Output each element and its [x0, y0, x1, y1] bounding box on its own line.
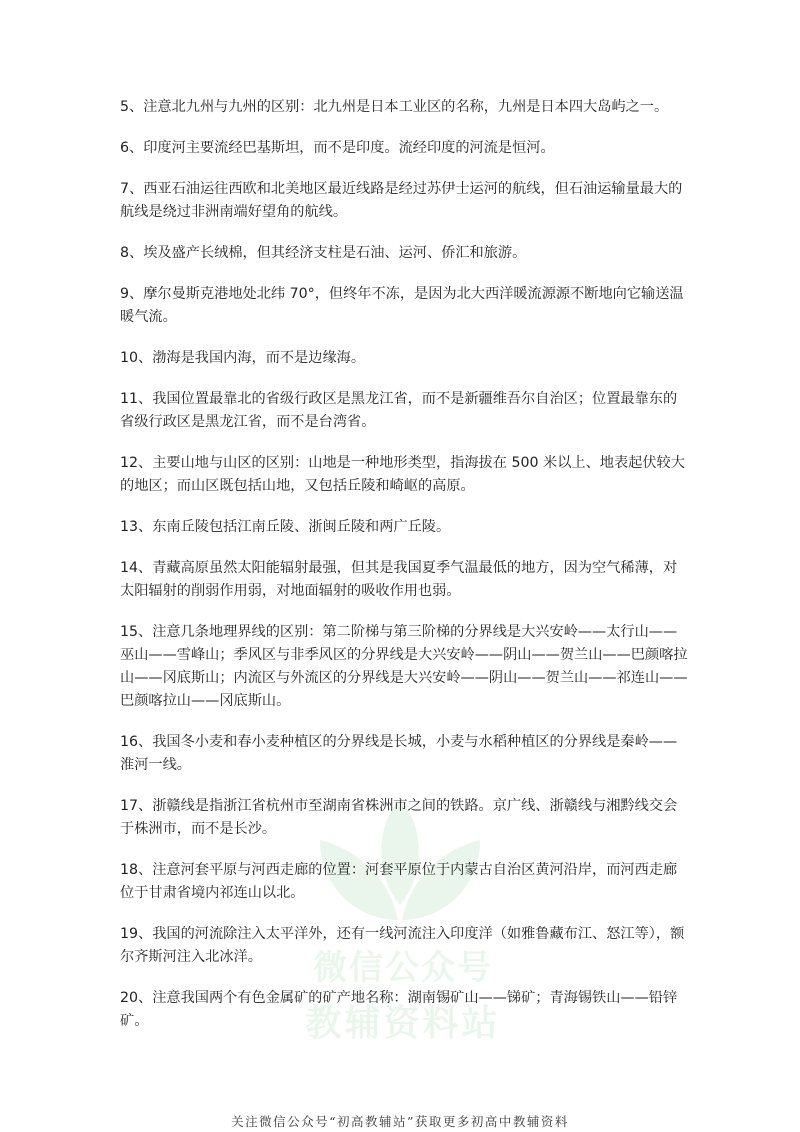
page-footer: 关注微信公众号“初高教辅站”获取更多初高中教辅资料 — [231, 1114, 569, 1129]
watermark-line-1: 微信公众号 — [313, 948, 493, 988]
item-list — [120, 96, 690, 1051]
watermark-line-2: 教辅资料站 — [305, 1003, 501, 1044]
list-item-7: 7、西亚石油运往西欧和北美地区最近线路是经过苏伊士运河的航线，但石油运输量最大的航线是绕过非洲南端好望角的航线。 — [120, 181, 683, 220]
list-item-6: 6、印度河主要流经巴基斯坦，而不是印度。流经印度的河流是恒河。 — [120, 140, 555, 156]
list-item-9: 9、摩尔曼斯克港地处北纬 70°，但终年不冻，是因为北大西洋暖流源源不断地向它输送温暖气流。 — [120, 286, 684, 325]
list-item-20: 20、注意我国两个有色金属矿的矿产地名称：湖南锡矿山——锑矿；青海锡铁山——铅锌矿。 — [120, 990, 678, 1029]
list-item-14: 14、青藏高原虽然太阳能辐射最强，但其是我国夏季气温最低的地方，因为空气稀薄，对太阳辐射的削弱作用弱，对地面辐射的吸收作用也弱。 — [120, 560, 678, 599]
list-item-18: 18、注意河套平原与河西走廊的位置：河套平原位于内蒙古自治区黄河沿岸，而河西走廊位于甘肃省境内祁连山以北。 — [120, 862, 678, 901]
list-item-8: 8、埃及盛产长绒棉，但其经济支柱是石油、运河、侨汇和旅游。 — [120, 245, 527, 261]
list-item-11: 11、我国位置最靠北的省级行政区是黑龙江省，而不是新疆维吾尔自治区；位置最靠东的省级行政区是黑龙江省，而不是台湾省。 — [120, 391, 678, 430]
list-item-15: 15、注意几条地理界线的区别：第二阶梯与第三阶梯的分界线是大兴安岭——太行山——巫山——雪峰山；季风区与非季风区的分界线是大兴安岭——阴山——贺兰山——巴颜喀拉山——冈底斯山；内流区与外流区的分界线是大兴安岭——阴山——贺兰山——祁连山——巴颜喀拉山——冈底斯山。 — [120, 624, 688, 709]
list-item-5: 5、注意北九州与九州的区别：北九州是日本工业区的名称，九州是日本四大岛屿之一。 — [120, 99, 669, 115]
list-item-16: 16、我国冬小麦和春小麦种植区的分界线是长城，小麦与水稻种植区的分界线是秦岭——淮河一线。 — [120, 734, 678, 773]
list-item-12: 12、主要山地与山区的区别：山地是一种地形类型，指海拔在 500 米以上、地表起伏较大的地区；而山区既包括山地，又包括丘陵和崎岖的高原。 — [120, 455, 685, 494]
list-item-17: 17、浙赣线是指浙江省杭州市至湖南省株洲市之间的铁路。京广线、浙赣线与湘黔线交会于株洲市，而不是长沙。 — [120, 798, 678, 837]
list-item-10: 10、渤海是我国内海，而不是边缘海。 — [120, 350, 366, 366]
list-item-19: 19、我国的河流除注入太平洋外，还有一线河流注入印度洋（如雅鲁藏布江、怒江等），额尔齐斯河注入北冰洋。 — [120, 926, 685, 965]
list-item-13: 13、东南丘陵包括江南丘陵、浙闽丘陵和两广丘陵。 — [120, 519, 451, 535]
